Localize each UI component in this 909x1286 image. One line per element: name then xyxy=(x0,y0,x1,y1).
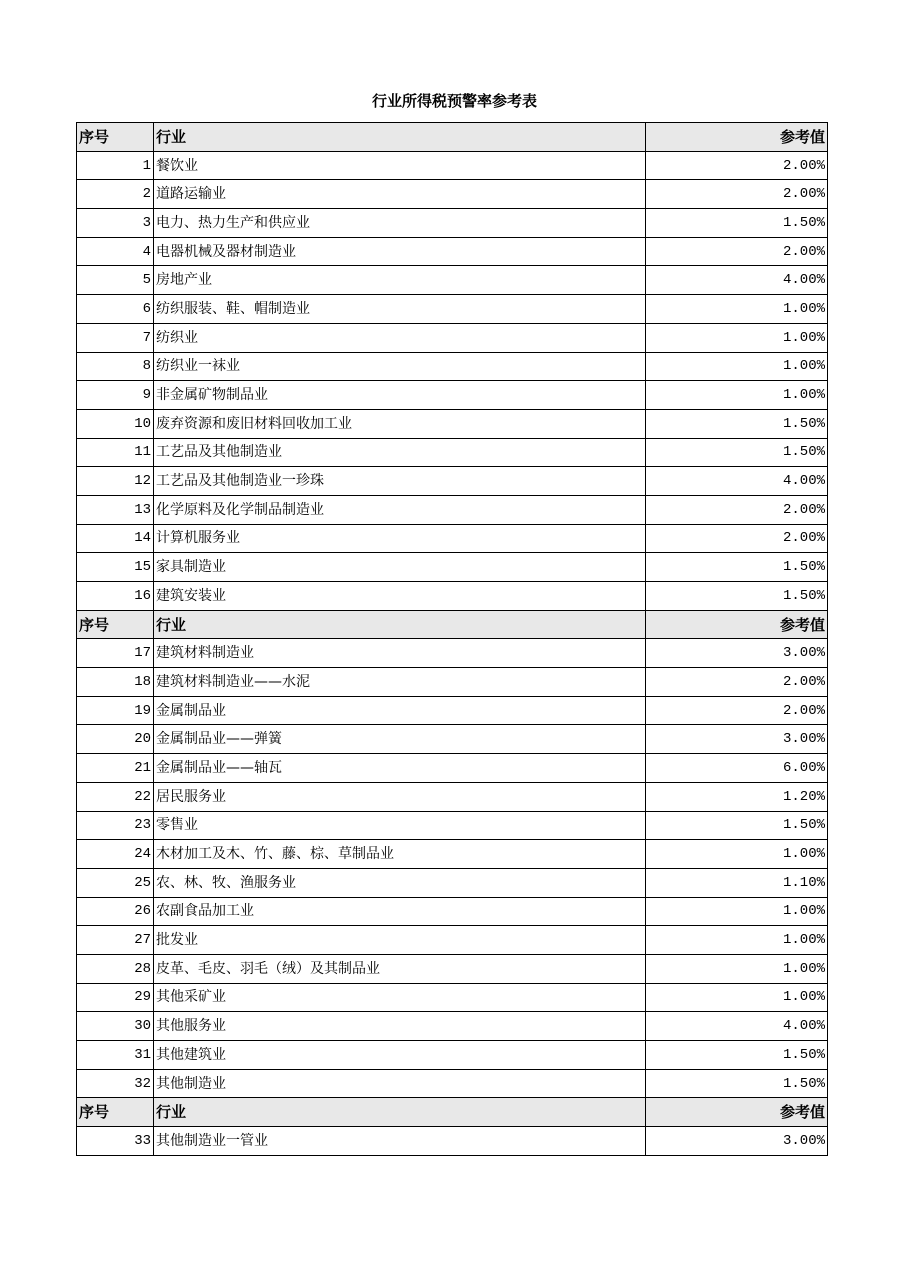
row-industry: 木材加工及木、竹、藤、棕、草制品业 xyxy=(154,840,646,869)
row-industry: 其他建筑业 xyxy=(154,1041,646,1070)
table-row xyxy=(77,868,828,897)
table-row xyxy=(77,266,828,295)
row-number: 24 xyxy=(77,840,154,869)
row-number: 33 xyxy=(77,1127,154,1156)
row-number: 26 xyxy=(77,897,154,926)
row-industry: 建筑安装业 xyxy=(154,582,646,611)
table-row xyxy=(77,495,828,524)
table-header-row xyxy=(77,123,828,152)
row-number: 16 xyxy=(77,582,154,611)
row-number: 6 xyxy=(77,295,154,324)
row-industry: 金属制品业——弹簧 xyxy=(154,725,646,754)
row-industry: 农副食品加工业 xyxy=(154,897,646,926)
row-number: 3 xyxy=(77,209,154,238)
row-industry: 居民服务业 xyxy=(154,782,646,811)
table-row xyxy=(77,696,828,725)
header-industry: 行业 xyxy=(154,1098,646,1127)
table-row xyxy=(77,811,828,840)
row-industry: 纺织业一袜业 xyxy=(154,352,646,381)
row-industry: 其他制造业一管业 xyxy=(154,1127,646,1156)
row-number: 19 xyxy=(77,696,154,725)
row-industry: 房地产业 xyxy=(154,266,646,295)
row-industry: 电器机械及器材制造业 xyxy=(154,237,646,266)
row-value: 4.00% xyxy=(646,467,828,496)
row-value: 2.00% xyxy=(646,151,828,180)
row-industry: 工艺品及其他制造业 xyxy=(154,438,646,467)
row-industry: 批发业 xyxy=(154,926,646,955)
row-value: 2.00% xyxy=(646,696,828,725)
row-value: 4.00% xyxy=(646,266,828,295)
table-row xyxy=(77,1069,828,1098)
table-row xyxy=(77,381,828,410)
row-industry: 其他制造业 xyxy=(154,1069,646,1098)
row-number: 17 xyxy=(77,639,154,668)
table-row xyxy=(77,926,828,955)
table-row xyxy=(77,323,828,352)
row-value: 1.00% xyxy=(646,840,828,869)
row-number: 27 xyxy=(77,926,154,955)
row-number: 31 xyxy=(77,1041,154,1070)
row-industry: 道路运输业 xyxy=(154,180,646,209)
table-header-row xyxy=(77,1098,828,1127)
table-row xyxy=(77,668,828,697)
row-number: 11 xyxy=(77,438,154,467)
row-value: 3.00% xyxy=(646,1127,828,1156)
row-value: 4.00% xyxy=(646,1012,828,1041)
table-row xyxy=(77,1127,828,1156)
row-industry: 建筑材料制造业——水泥 xyxy=(154,668,646,697)
row-value: 1.00% xyxy=(646,897,828,926)
row-value: 2.00% xyxy=(646,495,828,524)
row-industry: 建筑材料制造业 xyxy=(154,639,646,668)
row-value: 1.50% xyxy=(646,209,828,238)
header-num: 序号 xyxy=(77,123,154,152)
row-industry: 其他服务业 xyxy=(154,1012,646,1041)
header-num: 序号 xyxy=(77,610,154,639)
row-number: 30 xyxy=(77,1012,154,1041)
row-industry: 金属制品业 xyxy=(154,696,646,725)
row-number: 5 xyxy=(77,266,154,295)
table-row xyxy=(77,782,828,811)
row-value: 1.50% xyxy=(646,1041,828,1070)
row-number: 4 xyxy=(77,237,154,266)
row-number: 14 xyxy=(77,524,154,553)
row-value: 2.00% xyxy=(646,180,828,209)
row-number: 20 xyxy=(77,725,154,754)
rates-table xyxy=(76,122,828,1156)
header-value: 参考值 xyxy=(646,1098,828,1127)
row-industry: 纺织业 xyxy=(154,323,646,352)
row-number: 21 xyxy=(77,754,154,783)
row-industry: 纺织服装、鞋、帽制造业 xyxy=(154,295,646,324)
row-value: 1.50% xyxy=(646,409,828,438)
row-industry: 电力、热力生产和供应业 xyxy=(154,209,646,238)
row-value: 6.00% xyxy=(646,754,828,783)
header-industry: 行业 xyxy=(154,610,646,639)
row-value: 1.00% xyxy=(646,983,828,1012)
row-industry: 皮革、毛皮、羽毛（绒）及其制品业 xyxy=(154,954,646,983)
table-row xyxy=(77,725,828,754)
row-number: 32 xyxy=(77,1069,154,1098)
row-industry: 工艺品及其他制造业一珍珠 xyxy=(154,467,646,496)
row-value: 1.20% xyxy=(646,782,828,811)
row-value: 3.00% xyxy=(646,725,828,754)
rates-table-body xyxy=(77,123,828,1156)
row-number: 8 xyxy=(77,352,154,381)
table-row xyxy=(77,151,828,180)
row-value: 1.00% xyxy=(646,352,828,381)
table-row xyxy=(77,1041,828,1070)
page-title: 行业所得税预警率参考表 xyxy=(371,92,537,110)
table-row xyxy=(77,524,828,553)
table-row xyxy=(77,295,828,324)
row-industry: 非金属矿物制品业 xyxy=(154,381,646,410)
row-industry: 金属制品业——轴瓦 xyxy=(154,754,646,783)
table-row xyxy=(77,237,828,266)
table-row xyxy=(77,954,828,983)
row-number: 12 xyxy=(77,467,154,496)
table-row xyxy=(77,897,828,926)
row-number: 9 xyxy=(77,381,154,410)
row-value: 1.00% xyxy=(646,954,828,983)
row-value: 1.50% xyxy=(646,811,828,840)
row-value: 1.00% xyxy=(646,323,828,352)
row-number: 28 xyxy=(77,954,154,983)
table-row xyxy=(77,1012,828,1041)
row-industry: 零售业 xyxy=(154,811,646,840)
row-number: 25 xyxy=(77,868,154,897)
row-industry: 家具制造业 xyxy=(154,553,646,582)
table-row xyxy=(77,438,828,467)
table-row xyxy=(77,639,828,668)
row-number: 23 xyxy=(77,811,154,840)
row-value: 1.10% xyxy=(646,868,828,897)
table-row xyxy=(77,553,828,582)
row-number: 2 xyxy=(77,180,154,209)
header-industry: 行业 xyxy=(154,123,646,152)
row-industry: 化学原料及化学制品制造业 xyxy=(154,495,646,524)
row-value: 1.50% xyxy=(646,1069,828,1098)
table-row xyxy=(77,582,828,611)
table-row xyxy=(77,352,828,381)
row-value: 1.50% xyxy=(646,553,828,582)
row-value: 1.00% xyxy=(646,295,828,324)
row-number: 29 xyxy=(77,983,154,1012)
row-number: 7 xyxy=(77,323,154,352)
row-industry: 餐饮业 xyxy=(154,151,646,180)
table-row xyxy=(77,840,828,869)
row-industry: 农、林、牧、渔服务业 xyxy=(154,868,646,897)
header-value: 参考值 xyxy=(646,123,828,152)
row-number: 15 xyxy=(77,553,154,582)
table-row xyxy=(77,467,828,496)
row-value: 1.00% xyxy=(646,381,828,410)
row-value: 3.00% xyxy=(646,639,828,668)
row-value: 2.00% xyxy=(646,237,828,266)
table-row xyxy=(77,180,828,209)
header-value: 参考值 xyxy=(646,610,828,639)
table-row xyxy=(77,209,828,238)
table-row xyxy=(77,983,828,1012)
row-number: 18 xyxy=(77,668,154,697)
row-value: 2.00% xyxy=(646,524,828,553)
row-industry: 计算机服务业 xyxy=(154,524,646,553)
row-value: 1.50% xyxy=(646,582,828,611)
row-number: 10 xyxy=(77,409,154,438)
table-row xyxy=(77,754,828,783)
header-num: 序号 xyxy=(77,1098,154,1127)
row-value: 1.50% xyxy=(646,438,828,467)
row-value: 2.00% xyxy=(646,668,828,697)
row-number: 13 xyxy=(77,495,154,524)
row-industry: 其他采矿业 xyxy=(154,983,646,1012)
row-industry: 废弃资源和废旧材料回收加工业 xyxy=(154,409,646,438)
row-number: 1 xyxy=(77,151,154,180)
row-value: 1.00% xyxy=(646,926,828,955)
table-header-row xyxy=(77,610,828,639)
row-number: 22 xyxy=(77,782,154,811)
table-row xyxy=(77,409,828,438)
